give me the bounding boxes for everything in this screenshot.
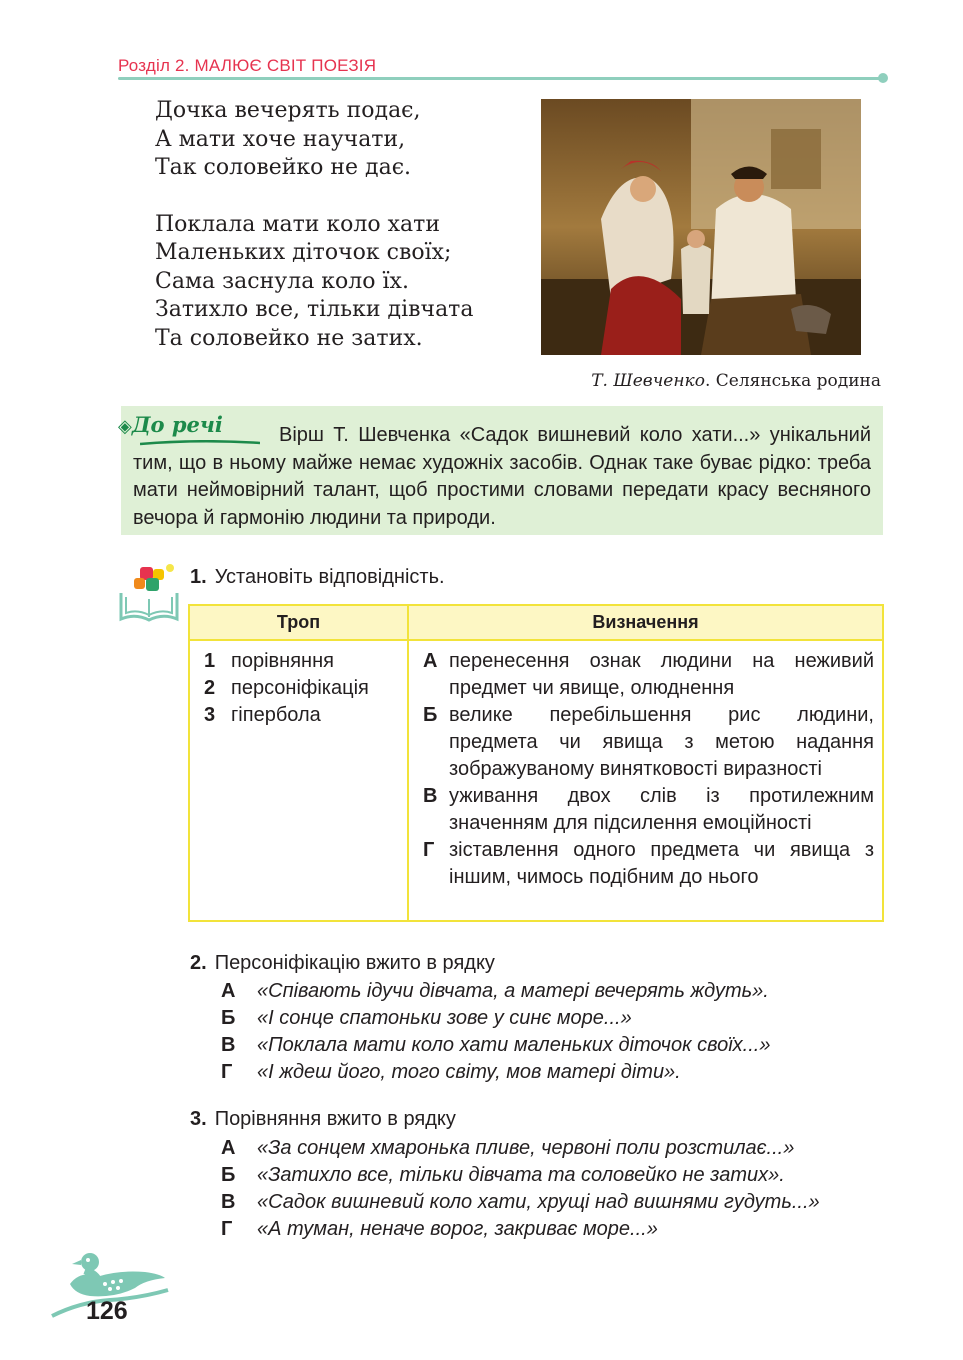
option-text: «А туман, неначе ворог, закриває море...»	[257, 1218, 658, 1240]
task1-title-text: Установіть відповідність.	[214, 566, 445, 588]
answer-option[interactable]	[221, 1005, 770, 1032]
task2-options	[221, 978, 770, 1086]
matching-table	[188, 604, 884, 922]
poem	[155, 97, 535, 353]
note-label-text: До речі	[131, 412, 223, 437]
answer-option[interactable]	[221, 1032, 770, 1059]
tropes-cell	[189, 640, 408, 921]
section-header: Розділ 2. МАЛЮЄ СВІТ ПОЕЗІЯ	[118, 56, 377, 75]
trope-text: порівняння	[231, 650, 334, 672]
table-header-row	[189, 605, 883, 640]
caption-author: Т. Шевченко	[591, 371, 705, 391]
definition-item	[423, 648, 874, 702]
painting-caption	[541, 371, 881, 391]
painting-image	[541, 99, 861, 355]
option-letter: В	[221, 1191, 236, 1213]
option-text: «Затихло все, тільки дівчата та соловейко не затих».	[257, 1164, 785, 1186]
option-text: «За сонцем хмаронька пливе, червоні поли розстилає...»	[257, 1137, 795, 1159]
header-divider	[118, 77, 883, 80]
poem-line: А мати хоче научати,	[155, 126, 406, 152]
definition-text: перенесення ознак людини на неживий предмет чи явище, олюднення	[449, 650, 874, 699]
definition-text: зіставлення одного предмета чи явища з іншим, чимось подібним до нього	[449, 839, 874, 888]
trope-item	[204, 648, 399, 675]
definition-letter: В	[423, 785, 438, 807]
option-letter: Б	[221, 1164, 236, 1186]
poem-line: Так соловейко не дає.	[155, 155, 412, 180]
poem-line: Поклала мати коло хати	[155, 211, 440, 237]
task3-number: 3.	[190, 1108, 207, 1130]
table-row	[189, 640, 883, 921]
answer-option[interactable]	[221, 1135, 820, 1162]
option-text: «Поклала мати коло хати маленьких діточок своїх...»	[257, 1034, 771, 1056]
task2-title-text: Персоніфікацію вжито в рядку	[214, 952, 495, 974]
option-text: «І сонце спатоньки зове у синє море...»	[257, 1007, 632, 1029]
answer-option[interactable]	[221, 1059, 770, 1086]
answer-option[interactable]	[221, 978, 770, 1005]
option-text: «Садок вишневий коло хати, хрущі над вишнями гудуть...»	[257, 1191, 820, 1213]
definitions-cell	[408, 640, 883, 921]
answer-option[interactable]	[221, 1162, 820, 1189]
page-number: 126	[86, 1297, 128, 1325]
poem-stanza-2	[155, 211, 535, 354]
trope-item	[204, 675, 399, 702]
definition-item	[423, 837, 874, 891]
trope-text: персоніфікація	[231, 677, 369, 699]
task3-options	[221, 1135, 820, 1243]
definition-letter: А	[423, 650, 438, 672]
definition-item	[423, 702, 874, 783]
column-header-definition: Визначення	[408, 605, 883, 640]
poem-line: Маленьких діточок своїх;	[155, 240, 452, 265]
trope-number: 3	[204, 704, 216, 726]
option-letter: Г	[221, 1218, 233, 1240]
option-letter: В	[221, 1034, 236, 1056]
definition-text: велике перебільшення рис людини, предмета чи явища з метою надання зображуваному винятковості виразності	[449, 704, 874, 780]
answer-option[interactable]	[221, 1216, 820, 1243]
definition-letter: Г	[423, 839, 435, 861]
task1-number: 1.	[190, 566, 207, 588]
task3-title	[190, 1108, 456, 1131]
task2-title	[190, 952, 495, 975]
answer-option[interactable]	[221, 1189, 820, 1216]
caption-title: . Селянська родина	[704, 371, 881, 391]
option-letter: Г	[221, 1061, 233, 1083]
book-task-icon	[118, 563, 180, 623]
option-letter: Б	[221, 1007, 236, 1029]
option-letter: А	[221, 1137, 236, 1159]
poem-line: Затихло все, тільки дівчата	[155, 297, 474, 322]
definition-text: уживання двох слів із протилежним значенням для підсилення емоційності	[449, 785, 874, 834]
poem-line: Та соловейко не затих.	[155, 325, 423, 351]
option-text: «Співають ідучи дівчата, а матері вечерять ждуть».	[257, 980, 769, 1002]
trope-item	[204, 702, 399, 729]
poem-line: Сама заснула коло їх.	[155, 268, 409, 294]
header-divider-dot	[878, 73, 888, 83]
definition-letter: Б	[423, 704, 438, 726]
task1-title	[190, 566, 445, 589]
trope-number: 1	[204, 650, 216, 672]
definition-item	[423, 783, 874, 837]
task3-title-text: Порівняння вжито в рядку	[214, 1108, 456, 1130]
task2-number: 2.	[190, 952, 207, 974]
option-letter: А	[221, 980, 236, 1002]
note-text	[133, 422, 871, 532]
diamond-icon: ◈	[118, 416, 132, 437]
column-header-trope: Троп	[189, 605, 408, 640]
trope-text: гіпербола	[231, 704, 321, 726]
poem-line: Дочка вечерять подає,	[155, 98, 421, 123]
option-text: «І ждеш його, того світу, мов матері діти».	[257, 1061, 681, 1083]
trope-number: 2	[204, 677, 216, 699]
poem-stanza-1	[155, 97, 535, 183]
note-text-body: Вірш Т. Шевченка «Садок вишневий коло хати...» унікальний тим, що в ньому майже немає художніх засобів. Однак таке буває рідко: треба мати неймовірний талант, щоб простими словами передати красу весняного вечора й гармонію людини та природи.	[133, 424, 871, 529]
